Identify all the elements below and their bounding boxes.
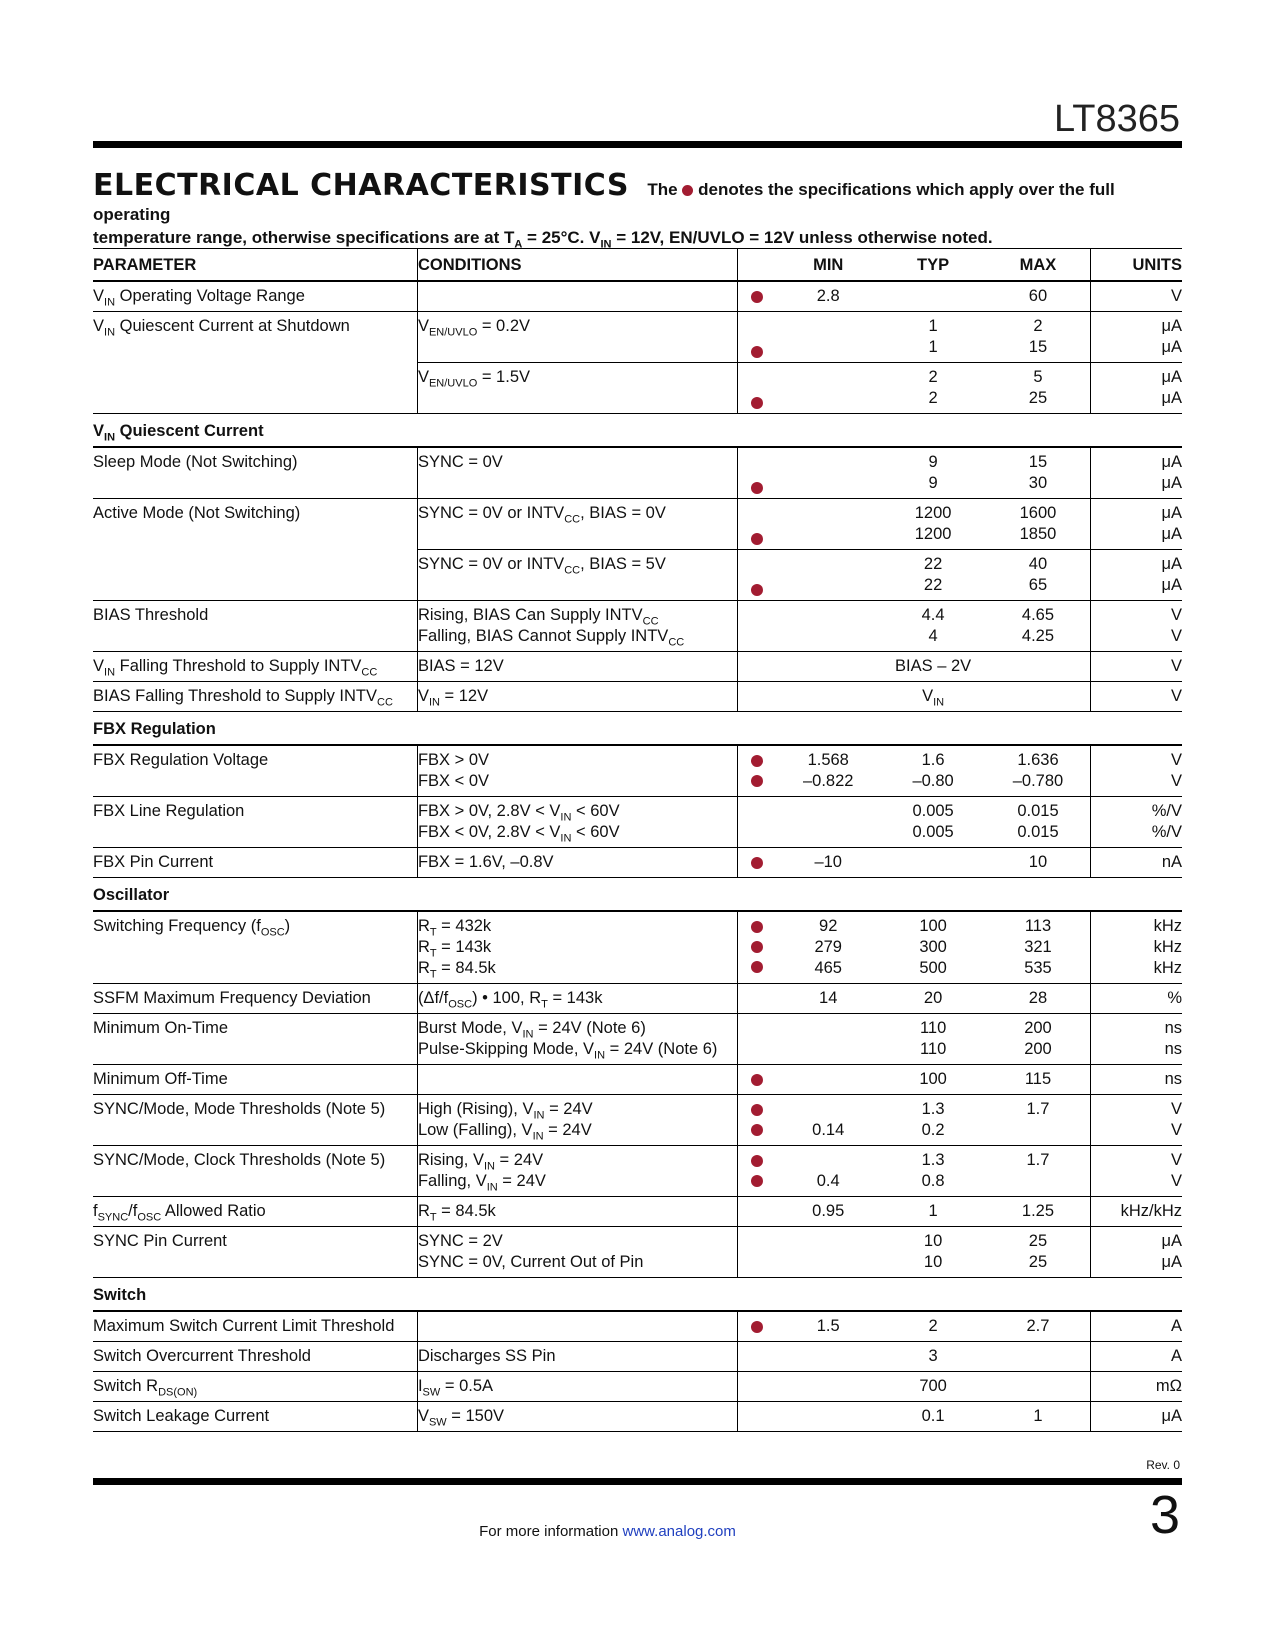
part-number: LT8365 [1053, 98, 1180, 140]
table-row: Switch Leakage Current $V_{SW} = 150V$ 0.1 1 μA [93, 1402, 1182, 1432]
table-row: Switch Overcurrent Threshold Discharges SS Pin 3 A [93, 1342, 1182, 1372]
table-row: BIAS Falling Threshold to Supply $INTV_{CC}$ $V_{IN} = 12V$ $V_{IN}$ V [93, 682, 1182, 712]
bullet-icon [751, 775, 763, 787]
table-row: Sleep Mode (Not Switching) SYNC = 0V 9 9 15 30 μA μA [93, 447, 1182, 499]
bullet-icon [751, 1321, 763, 1333]
col-bullet [737, 249, 776, 282]
bottom-rule [93, 1478, 1182, 1485]
website-link[interactable]: www.analog.com [622, 1523, 736, 1540]
col-parameter: PARAMETER [93, 249, 417, 282]
table-row: FBX Pin Current FBX = 1.6V, –0.8V –10 10 nA [93, 848, 1182, 878]
table-row: BIAS Threshold Rising, BIAS Can Supply $INTV_{CC}$ Falling, BIAS Cannot Supply $INTV_{CC}$ 4.4 4 4.65 4.25 V V [93, 601, 1182, 652]
bullet-icon [751, 1074, 763, 1086]
bullet-icon [751, 961, 763, 973]
bullet-icon [751, 941, 763, 953]
bullet-icon [751, 1175, 763, 1187]
bullet-icon [751, 533, 763, 545]
bullet-icon [682, 185, 693, 196]
table-row: Minimum Off-Time 100 115 ns [93, 1065, 1182, 1095]
bullet-icon [751, 921, 763, 933]
col-max: MAX [986, 249, 1091, 282]
section-title: ELECTRICAL CHARACTERISTICS [93, 168, 629, 203]
bullet-icon [751, 291, 763, 303]
group-row: FBX Regulation [93, 712, 1182, 746]
group-row: Switch [93, 1278, 1182, 1312]
bullet-icon [751, 346, 763, 358]
table-row: SYNC Pin Current SYNC = 2V SYNC = 0V, Current Out of Pin 10 10 25 25 μA μA [93, 1227, 1182, 1278]
table-row: $f_{SYNC}/f_{OSC}$ Allowed Ratio $R_T = 84.5k$ 0.95 1 1.25 kHz/kHz [93, 1197, 1182, 1227]
page-number: 3 [1149, 1485, 1180, 1545]
table-header-row [93, 249, 1182, 282]
group-row: $V_{IN}$ Quiescent Current [93, 414, 1182, 448]
col-units: UNITS [1091, 249, 1182, 282]
table-row: Switching Frequency $(f_{OSC})$ $R_T = 432k$ $R_T = 143k$ $R_T = 84.5k$ 92 279 465 100 300 500 113 321 535 kHz kHz kHz [93, 911, 1182, 984]
table-row: FBX Line Regulation FBX > 0V, $2.8V < V_{IN} < 60V$ FBX < 0V, $2.8V < V_{IN} < 60V$ 0.005 0.005 0.015 0.015 %/V %/V [93, 797, 1182, 848]
section-header [93, 168, 1182, 249]
bullet-icon [751, 397, 763, 409]
table-row: SYNC/Mode, Clock Thresholds (Note 5) Rising, $V_{IN} = 24V$ Falling, $V_{IN} = 24V$ 0.4 1.3 0.8 1.7 V V [93, 1146, 1182, 1197]
electrical-characteristics-table [93, 248, 1182, 1432]
top-rule [93, 141, 1182, 148]
table-row: FBX Regulation Voltage FBX > 0V FBX < 0V 1.568 –0.822 1.6 –0.80 1.636 –0.780 V V [93, 745, 1182, 797]
bullet-icon [751, 482, 763, 494]
revision-label: Rev. 0 [1146, 1458, 1180, 1472]
bullet-icon [751, 584, 763, 596]
table-row: Minimum On-Time Burst Mode, $V_{IN} = 24V$ (Note 6) Pulse-Skipping Mode, $V_{IN} = 24V$ (Note 6) 110 110 200 200 ns ns [93, 1014, 1182, 1065]
bullet-icon [751, 755, 763, 767]
table-row: Active Mode (Not Switching) SYNC = 0V or $INTV_{CC}$, BIAS = 0V 1200 1200 1600 1850 μA μA [93, 499, 1182, 550]
section-note: The denotes the specifications which apply over the full operating [93, 180, 1115, 224]
table-row: Maximum Switch Current Limit Threshold 1.5 2 2.7 A [93, 1311, 1182, 1342]
col-min: MIN [776, 249, 881, 282]
table-row: $V_{IN}$ Operating Voltage Range 2.8 60 V [93, 281, 1182, 312]
bullet-icon [751, 857, 763, 869]
table-row: $V_{IN}$ Falling Threshold to Supply $INTV_{CC}$ BIAS = 12V BIAS – 2V V [93, 652, 1182, 682]
group-row: Oscillator [93, 878, 1182, 912]
bullet-icon [751, 1155, 763, 1167]
table-row: Switch $R_{DS(ON)}$ $I_{SW} = 0.5A$ 700 mΩ [93, 1372, 1182, 1402]
bullet-icon [751, 1104, 763, 1116]
table-row: SYNC = 0V or $INTV_{CC}$, BIAS = 5V 22 22 40 65 μA μA [93, 550, 1182, 601]
col-conditions: CONDITIONS [417, 249, 737, 282]
section-note-line2: temperature range, otherwise specifications are at $T_A = 25^\circ C$. $V_{IN} = 12V$, EN/UVLO = 12V unless otherwise noted. [93, 228, 993, 251]
footer-info: For more information www.analog.com [479, 1523, 736, 1540]
table-row: SSFM Maximum Frequency Deviation $(\Delta f/f_{OSC})$ • 100, $R_T = 143k$ 14 20 28 % [93, 984, 1182, 1014]
table-row: SYNC/Mode, Mode Thresholds (Note 5) High (Rising), $V_{IN} = 24V$ Low (Falling), $V_{IN} = 24V$ 0.14 1.3 0.2 1.7 V V [93, 1095, 1182, 1146]
col-typ: TYP [881, 249, 986, 282]
bullet-icon [751, 1124, 763, 1136]
table-row: $V_{IN}$ Quiescent Current at Shutdown $V_{EN/UVLO} = 0.2V$ 1 1 2 15 μA μA [93, 312, 1182, 363]
table-row: $V_{EN/UVLO} = 1.5V$ 2 2 5 25 μA μA [93, 363, 1182, 414]
